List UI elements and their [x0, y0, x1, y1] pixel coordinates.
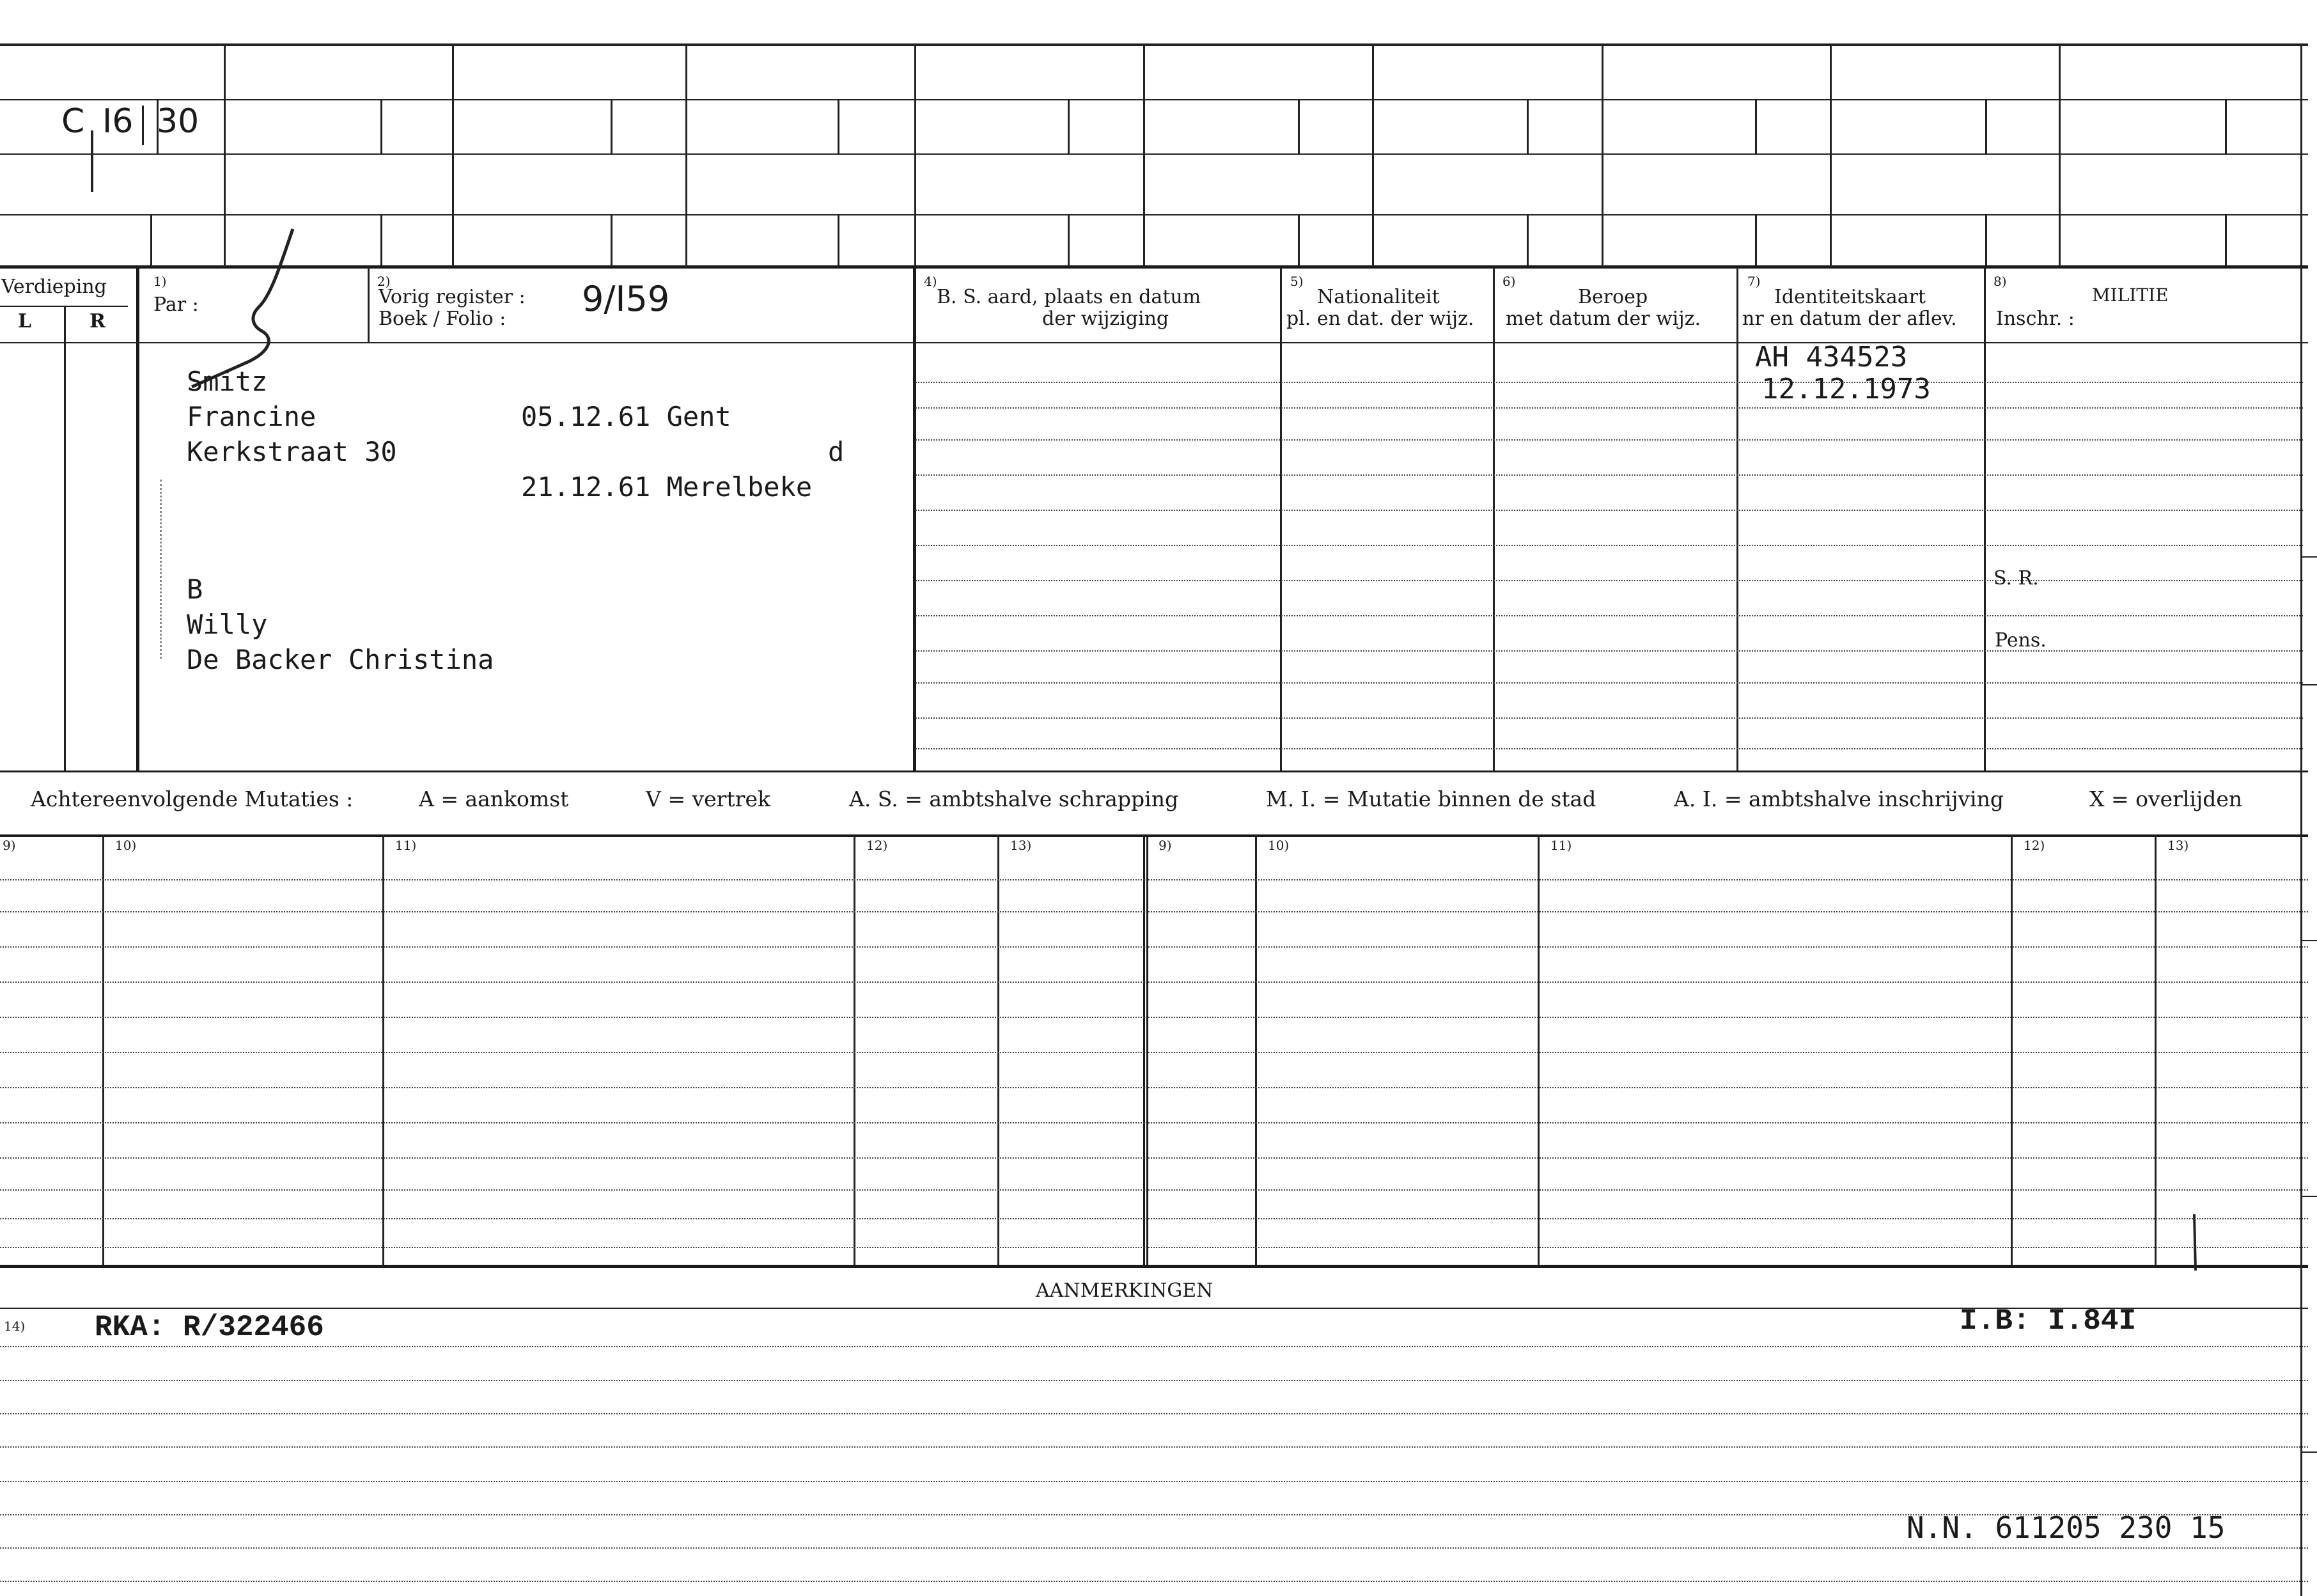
verdieping-r: R — [90, 310, 105, 332]
boek-folio-label: Boek / Folio : — [378, 308, 506, 330]
vorig-register-value: 9/I59 — [582, 279, 670, 319]
col-9-right: 9) — [1158, 838, 1172, 853]
remarks-rka: RKA: R/322466 — [95, 1311, 324, 1344]
nat-num: 5) — [1290, 274, 1304, 289]
person-father: Willy — [187, 609, 268, 640]
card-code-number: 30 — [157, 102, 199, 141]
beroep-sub: met datum der wijz. — [1506, 308, 1701, 330]
pen-stroke-mark-2 — [2185, 1212, 2204, 1276]
vorig-num: 2) — [377, 274, 391, 289]
legend-ai: A. I. = ambtshalve inschrijving — [1674, 786, 2004, 811]
person-surname: Smitz — [187, 366, 268, 397]
col-12-left: 12) — [866, 838, 888, 853]
militie-sr: S. R. — [1993, 567, 2039, 590]
col-10-left: 10) — [115, 838, 137, 853]
col-12-right: 12) — [2024, 838, 2045, 853]
card-code-book: I6 — [102, 102, 134, 141]
legend-a: A = aankomst — [419, 786, 569, 811]
col-13-left: 13) — [1010, 838, 1032, 853]
militie-pens: Pens. — [1995, 629, 2047, 652]
par-label: Par : — [153, 293, 199, 316]
id-card-number: AH 434523 — [1755, 341, 1908, 373]
par-num: 1) — [153, 274, 167, 289]
handwritten-par-mark — [185, 224, 300, 390]
identiteitskaart-label: Identiteitskaart — [1774, 286, 1926, 308]
identiteitskaart-sub: nr en datum der aflev. — [1742, 308, 1957, 330]
col-13-right: 13) — [2167, 838, 2189, 853]
col-10-right: 10) — [1268, 838, 1290, 853]
nationaliteit-sub: pl. en dat. der wijz. — [1286, 308, 1474, 330]
legend-x: X = overlijden — [2089, 786, 2243, 811]
remarks-title: AANMERKINGEN — [1036, 1279, 1213, 1302]
beroep-num: 6) — [1502, 274, 1516, 289]
person-firstname: Francine — [187, 401, 316, 432]
nationaliteit-label: Nationaliteit — [1317, 286, 1440, 308]
vorig-register-label: Vorig register : — [378, 286, 526, 308]
bs-label-2: der wijziging — [1042, 308, 1169, 330]
person-mark-d: d — [828, 436, 845, 467]
verdieping-l: L — [18, 310, 32, 332]
stamp-mark — [160, 480, 171, 659]
militie-title: MILITIE — [2092, 285, 2169, 306]
col-11-right: 11) — [1550, 838, 1572, 853]
person-registered: 21.12.61 Merelbeke — [521, 471, 813, 503]
legend-mi: M. I. = Mutatie binnen de stad — [1266, 786, 1596, 811]
inschr-label: Inschr. : — [1996, 308, 2075, 330]
pen-stroke-mark — [83, 128, 102, 198]
remarks-ib: I.B: I.84I — [1960, 1304, 2137, 1338]
card-code-prefix: C — [61, 102, 85, 141]
id-card-date: 12.12.1973 — [1761, 373, 1931, 405]
beroep-label: Beroep — [1578, 286, 1648, 308]
legend-title: Achtereenvolgende Mutaties : — [31, 786, 354, 811]
col-11-left: 11) — [395, 838, 417, 853]
person-birth: 05.12.61 Gent — [521, 401, 731, 432]
person-mark-b: B — [187, 574, 203, 605]
person-address: Kerkstraat 30 — [187, 436, 397, 467]
col-9-left: 9) — [3, 838, 16, 853]
id-num: 7) — [1747, 274, 1761, 289]
militie-num: 8) — [1993, 274, 2007, 289]
verdieping-label: Verdieping — [1, 276, 107, 298]
person-mother: De Backer Christina — [187, 644, 494, 675]
legend-v: V = vertrek — [646, 786, 770, 811]
remarks-nn: N.N. 611205 230 15 — [1907, 1510, 2226, 1545]
bs-label-1: B. S. aard, plaats en datum — [937, 286, 1201, 308]
bs-num: 4) — [924, 274, 937, 289]
legend-as: A. S. = ambtshalve schrapping — [849, 786, 1179, 811]
remarks-num: 14) — [4, 1318, 26, 1334]
